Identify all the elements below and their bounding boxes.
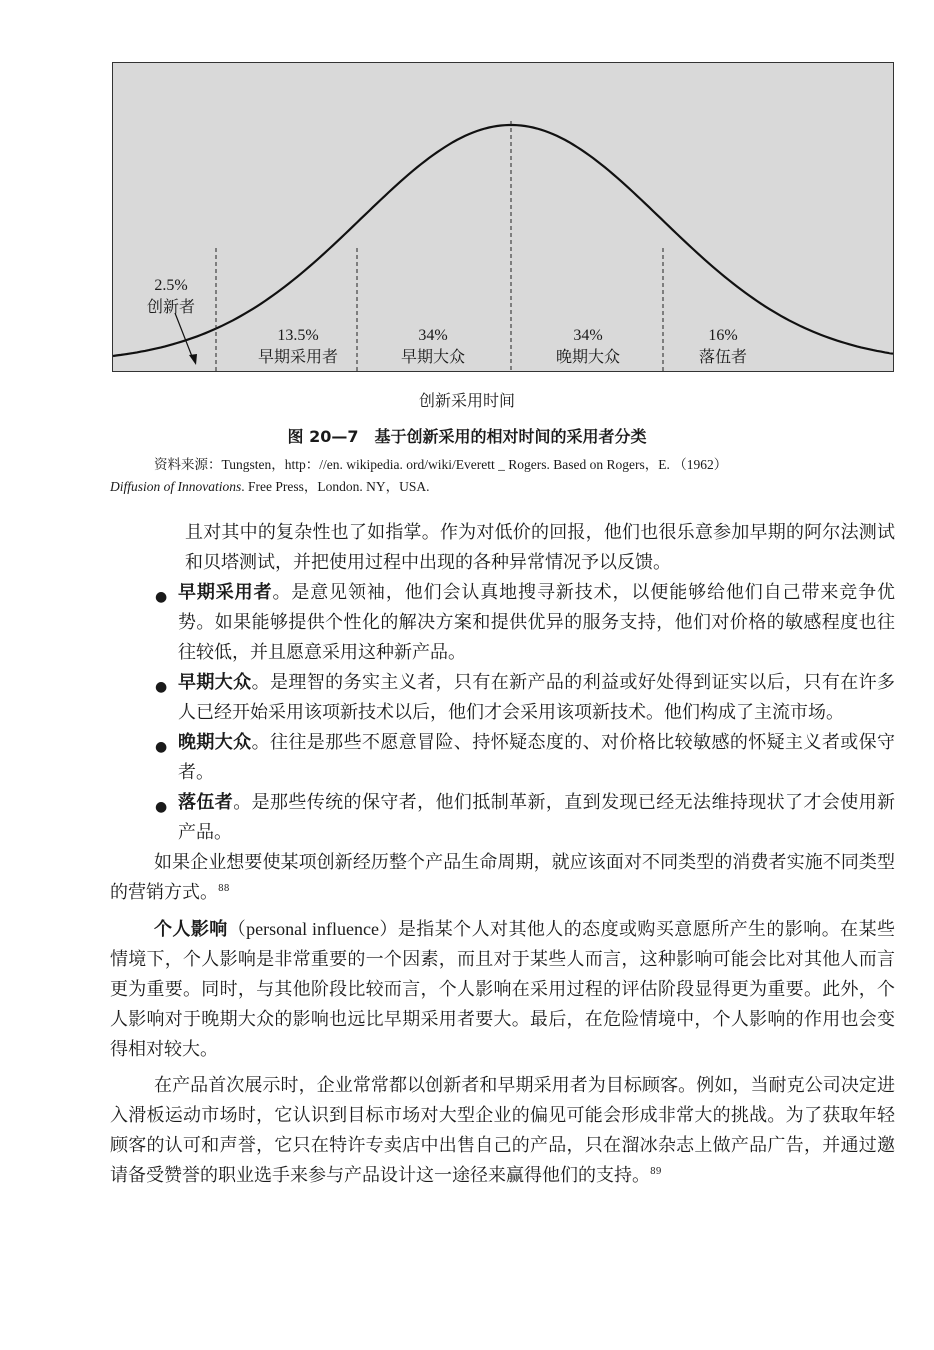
footnote-ref: 89 [650,1167,662,1177]
figure-source [110,454,895,498]
segment-innovators [135,275,207,319]
innovator-pointer-line [175,313,193,359]
paragraph-personal-influence [110,914,895,1065]
paragraph-nike-example [110,1071,895,1191]
segment-percent: 13.5% [277,327,319,344]
figure-caption: 图 20—7 基于创新采用的相对时间的采用者分类 [287,427,647,446]
paragraph-text: 是指某个人对其他人的态度或购买意愿所产生的影响。在某些情境下，个人影响是非常重要的一个因素，而且对于某些人而言，这种影响可能会比对其他人而言更为重要。同时，与其他阶段比较而言，个人影响在采用过程的评估阶段显得更为重要。此外，个人影响对于晚期大众的影响也远比早期采用者要大。最后，在危险情境中，个人影响的作用也会变得相对较大。 [110,919,895,1060]
paragraph-text: 在产品首次展示时，企业常常都以创新者和早期采用者为目标顾客。例如，当耐克公司决定进入滑板运动市场时，它认识到目标市场对大型企业的偏见可能会形成非常大的挑战。为了获取年轻顾客的认可和声誉，它只在特许专卖店中出售自己的产品，只在溜冰杂志上做产品广告，并通过邀请备受赞誉的职业选手来参与产品设计这一途径来赢得他们的支持。 [110,1075,895,1186]
segment-laggards [683,325,763,369]
bullet-term: 落伍者 [178,792,234,813]
bullet-dot-icon: ● [155,589,168,605]
bullet-early-majority [110,668,895,728]
bullet-dot-icon: ● [155,679,168,695]
bullet-text: 。是那些传统的保守者，他们抵制革新，直到发现已经无法维持现状了才会使用新产品。 [178,792,895,843]
bell-curve-graphic [113,63,895,373]
segment-name: 落伍者 [698,349,747,366]
bullet-dot-icon: ● [155,799,168,815]
segment-early-majority [383,325,483,369]
x-axis-label: 创新采用时间 [418,391,515,410]
bullet-term: 早期采用者 [178,582,273,603]
bullet-term: 晚期大众 [178,732,252,753]
segment-name: 早期大众 [400,349,465,366]
paragraph-term-english: （personal influence） [227,919,398,939]
continuation-paragraph: 且对其中的复杂性也了如指掌。作为对低价的回报，他们也很乐意参加早期的阿尔法测试和贝塔测试，并把使用过程中出现的各种异常情况予以反馈。 [185,522,895,573]
bullet-late-majority [110,728,895,788]
segment-late-majority [533,325,643,369]
source-book-title: Diffusion of Innovations [110,479,242,494]
bullet-text: 。是意见领袖，他们会认真地搜寻新技术，以便能够给他们自己带来竞争优势。如果能够提供个性化的解决方案和提供优异的服务支持，他们对价格的敏感程度也往往较低，并且愿意采用这种新产品。 [178,582,896,663]
segment-percent: 2.5% [154,277,188,294]
body-text [110,518,895,1191]
segment-name: 创新者 [146,299,195,316]
footnote-ref: 88 [218,884,230,894]
segment-name: 晚期大众 [555,349,620,366]
bullet-text: 。是理智的务实主义者，只有在新产品的利益或好处得到证实以后，只有在许多人已经开始采用该项新技术以后，他们才会采用该项新技术。他们构成了主流市场。 [178,672,896,723]
segment-name: 早期采用者 [257,349,338,366]
bell-curve-line [113,125,893,356]
bullet-text: 。往往是那些不愿意冒险、持怀疑态度的、对价格比较敏感的怀疑主义者或保守者。 [178,732,896,783]
segment-percent: 34% [573,327,603,344]
paragraph-marketing [110,848,895,908]
source-line-1: 资料来源：Tungsten，http：//en. wikipedia. ord/wiki/Everett _ Rogers. Based on Rogers，E. （1962） [154,457,728,472]
segment-percent: 34% [418,327,448,344]
bullet-term: 早期大众 [178,672,252,693]
adoption-curve-figure [112,62,894,372]
bullet-early-adopters [110,578,895,668]
segment-percent: 16% [708,327,738,344]
segment-early-adopters [243,325,353,369]
paragraph-text: 如果企业想要使某项创新经历整个产品生命周期，就应该面对不同类型的消费者实施不同类型的营销方式。 [110,852,895,903]
paragraph-term: 个人影响 [154,919,228,940]
innovator-pointer-arrowhead [189,354,197,365]
bullet-dot-icon: ● [155,739,168,755]
bullet-laggards [110,788,895,848]
source-publisher: . Free Press，London. NY，USA. [241,479,430,494]
source-line-2 [110,476,895,498]
